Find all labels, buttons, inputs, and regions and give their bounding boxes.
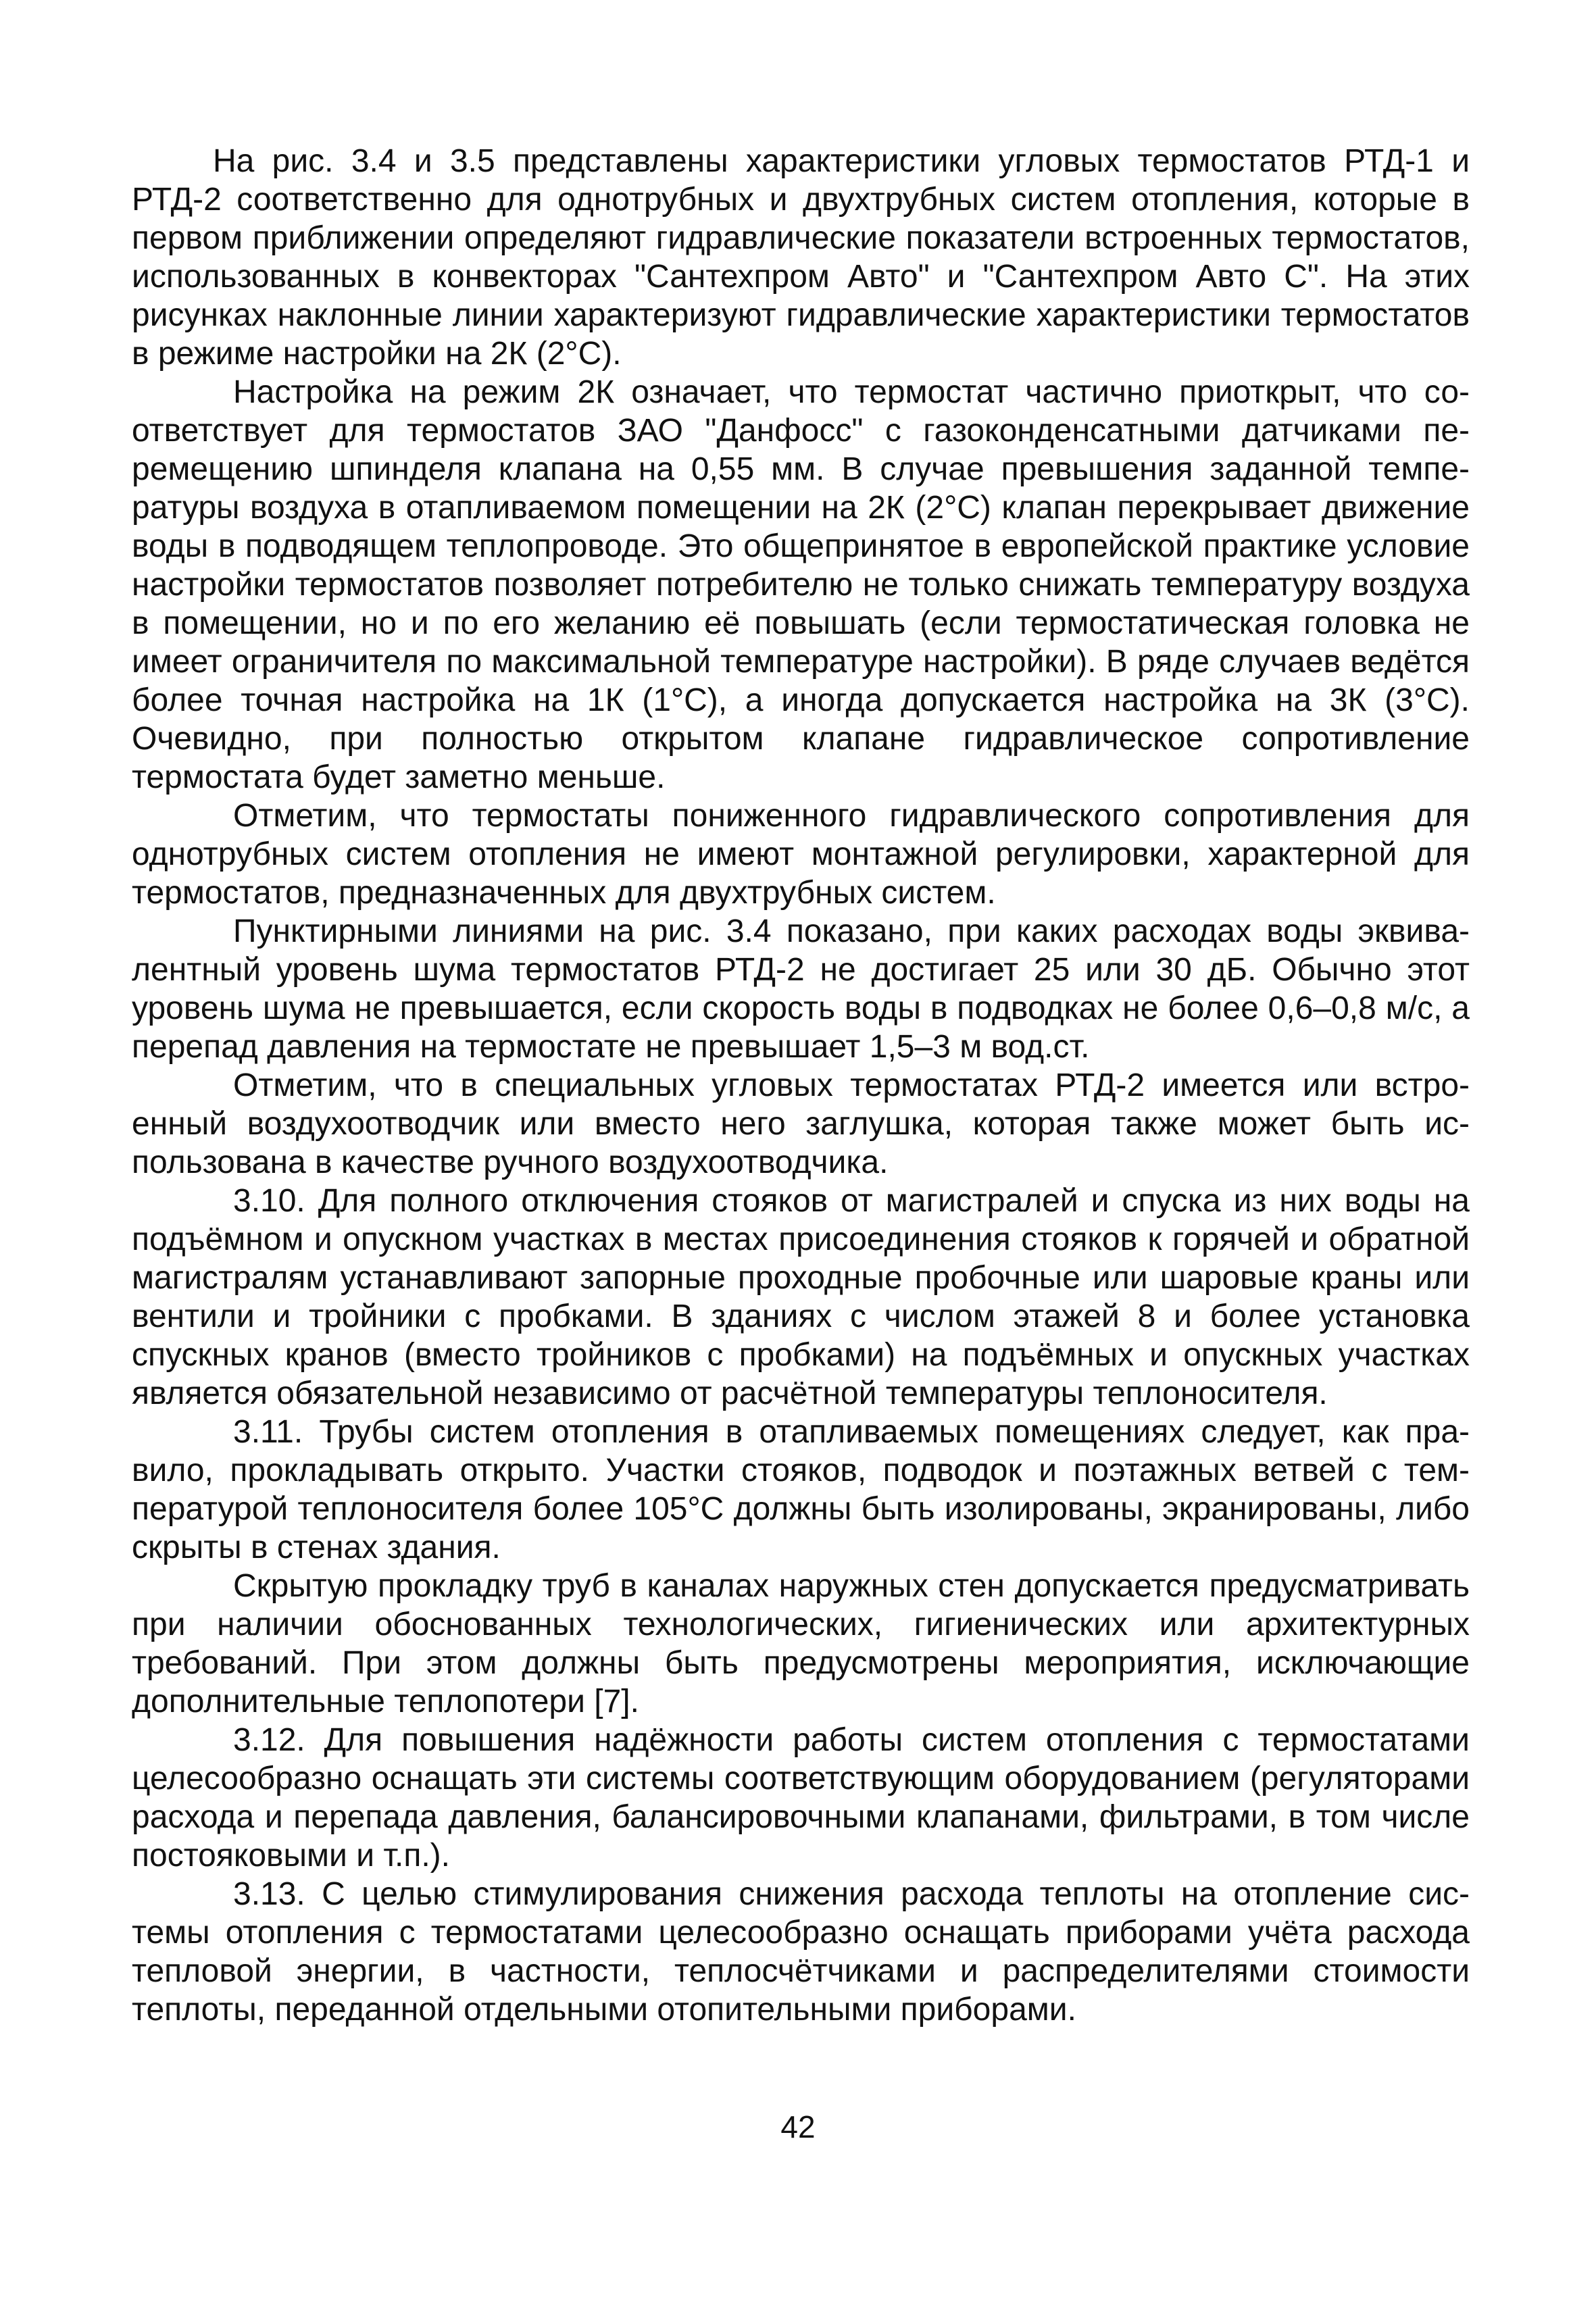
- paragraph-mode-2k: Настройка на режим 2К означает, что термостат частично приоткрыт, что соответствует для термостатов ЗАО "Данфосс" с газоконденсатными датчиками перемещению шпинделя клапана на 0,55 мм. В случае превышения заданной температуры воздуха в отапливаемом помещении на 2К (2°С) клапан перекрывает движение воды в подводящем теплопроводе. Это общепринятое в европейской практике условие настройки термостатов позволяет потребителю не только снижать температуру воздуха в помещении, но и по его желанию её повышать (если термостатическая головка не имеет ограничителя по максимальной температуре настройки). В ряде случаев ведётся более точная настройка на 1К (1°С), а иногда допускается настройка на 3К (3°С). Очевидно, при полностью открытом клапане гидравлическое сопротивление термостата будет заметно меньше.: [132, 374, 1470, 795]
- paragraph-section-3-13: 3.13. С целью стимулирования снижения расхода теплоты на отопление системы отопления с термостатами целесообразно оснащать приборами учёта расхода тепловой энергии, в частности, теплосчётчиками и распределителями стоимости теплоты, переданной отдельными отопительными приборами.: [132, 1876, 1470, 2028]
- paragraph-hidden-pipes: Скрытую прокладку труб в каналах наружных стен допускается предусматривать при наличии обоснованных технологических, гигиенических или архитектурных требований. При этом должны быть предусмотрены мероприятия, исключающие дополнительные теплопотери [7].: [132, 1568, 1470, 1719]
- paragraph-section-3-12: 3.12. Для повышения надёжности работы систем отопления с термостатами целесообразно оснащать эти системы соответствующим оборудованием (регуляторами расхода и перепада давления, балансировочными клапанами, фильтрами, в том числе постояковыми и т.п.).: [132, 1722, 1470, 1873]
- paragraph-figures-intro: На рис. 3.4 и 3.5 представлены характеристики угловых термостатов РТД-1 и РТД-2 соответственно для однотрубных и двухтрубных систем отопления, которые в первом приближении определяют гидравлические показатели встроенных термостатов, использованных в конвекторах "Сантехпром Авто" и "Сантехпром Авто С". На этих рисунках наклонные линии характеризуют гидравлические характеристики термостатов в режиме настройки на 2К (2°С).: [132, 143, 1470, 372]
- page-number: 42: [780, 2109, 816, 2144]
- paragraph-section-3-10: 3.10. Для полного отключения стояков от магистралей и спуска из них воды на подъёмном и опускном участках в местах присоединения стояков к горячей и обратной магистралям устанавливают запорные проходные пробочные или шаровые краны или вентили и тройники с пробками. В зданиях с числом этажей 8 и более установка спускных кранов (вместо тройников с пробками) на подъёмных и опускных участках является обязательной независимо от расчётной температуры теплоносителя.: [132, 1183, 1470, 1411]
- paragraph-low-resistance: Отметим, что термостаты пониженного гидравлического сопротивления для однотрубных систем отопления не имеют монтажной регулировки, характерной для термостатов, предназначенных для двухтрубных систем.: [132, 798, 1470, 911]
- paragraph-air-vent: Отметим, что в специальных угловых термостатах РТД-2 имеется или встроенный воздухоотводчик или вместо него заглушка, которая также может быть использована в качестве ручного воздухоотводчика.: [132, 1067, 1470, 1180]
- paragraph-section-3-11: 3.11. Трубы систем отопления в отапливаемых помещениях следует, как правило, прокладывать открыто. Участки стояков, подводок и поэтажных ветвей с температурой теплоносителя более 105°С должны быть изолированы, экранированы, либо скрыты в стенах здания.: [132, 1414, 1470, 1565]
- paragraph-noise-level: Пунктирными линиями на рис. 3.4 показано, при каких расходах воды эквивалентный уровень шума термостатов РТД-2 не достигает 25 или 30 дБ. Обычно этот уровень шума не превышается, если скорость воды в подводках не более 0,6–0,8 м/с, а перепад давления на термостате не превышает 1,5–3 м вод.ст.: [132, 913, 1470, 1065]
- document-body: [132, 142, 1470, 2029]
